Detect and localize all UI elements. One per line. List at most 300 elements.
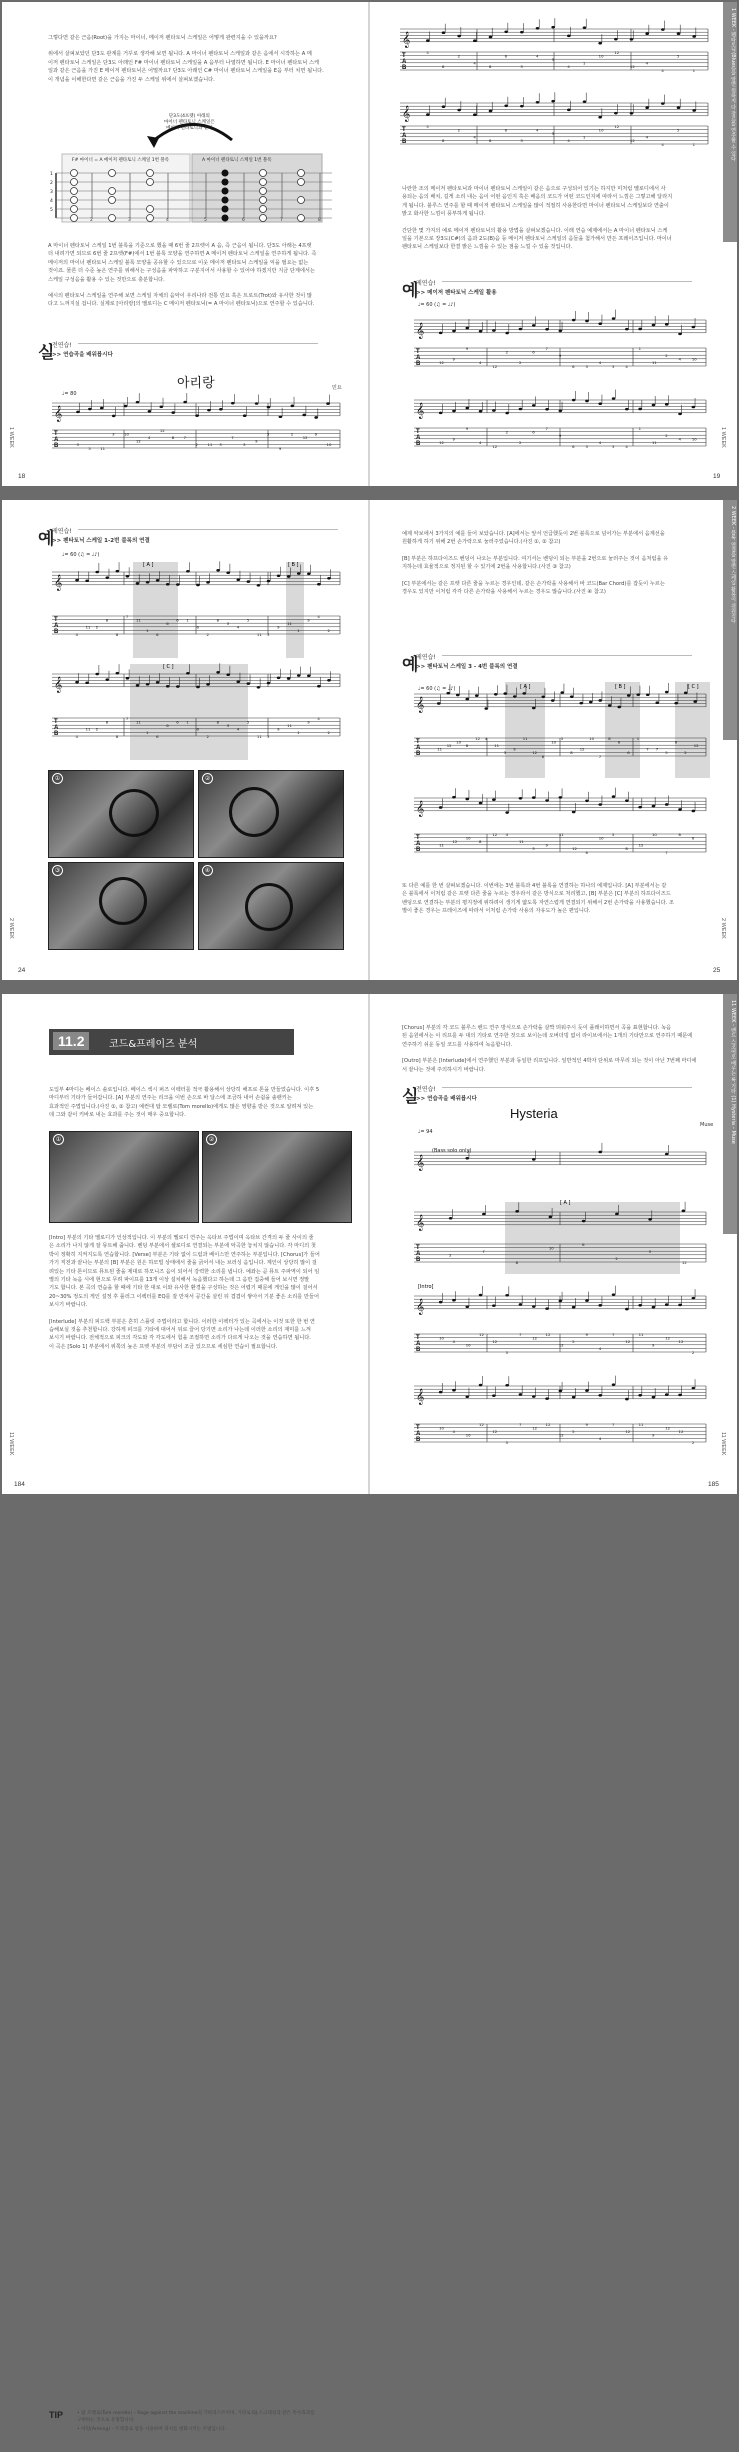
tab-clef-letter: A <box>416 1341 421 1347</box>
tab-fret-digit: 10 <box>439 1335 444 1341</box>
note-head <box>536 101 540 104</box>
composer: Muse <box>700 1122 714 1128</box>
note-head <box>452 330 456 333</box>
note-head <box>551 100 555 103</box>
note-head <box>136 582 140 585</box>
note-head <box>482 1213 486 1216</box>
note-head <box>439 806 443 809</box>
tab-fret-digit: 12 <box>693 743 699 748</box>
note-head <box>489 36 493 39</box>
tab-fret-digit: 7 <box>125 613 129 619</box>
text-line: 습해보실 것을 추천합니다. 강하게 피크를 기타에 대어서 뒤로 끌어 당기면 소리가 나는데 이러한 소리의 재미를 느껴 <box>49 1327 311 1334</box>
note-head <box>638 1304 642 1307</box>
fret-number: 5 <box>204 218 207 223</box>
note-head <box>439 1391 443 1394</box>
tempo-marking: ♩= 60 (♫ = ♩♪) <box>418 686 456 692</box>
text-line: 기도 합니다. 본 곡의 연습을 할 때에 기타 한 대로 이와 유사한 환경을 구성하는 것은 어렵기 때문에 게인을 많이 걸어서 <box>49 1285 318 1292</box>
tab-fret-digit: 3 <box>520 138 523 144</box>
tab-fret-digit: 6 <box>541 753 545 759</box>
text-line: 더 내려가면 되므로 6번 줄 2프렛(F#)에서 1번 블록 모양을 연주하면 A 메이저 펜타토닉 스케일을 연주하게 됩니다. 즉 <box>48 251 317 258</box>
note-head <box>156 681 160 684</box>
text-block <box>48 34 338 84</box>
tab-clef-letter: A <box>402 59 407 65</box>
tab-fret-digit: 2 <box>457 127 461 133</box>
text-line: [Interlude] 부분의 피드백 부분은 흔히 스플릿 주법이라고 합니다. 이러한 이펙터가 있는 곡에서는 이것 또한 한 번 연 <box>49 1318 315 1325</box>
staff-svg <box>396 24 712 94</box>
note-head <box>473 113 477 116</box>
tab-fret-digit: 10 <box>691 436 697 442</box>
music-score <box>410 680 710 780</box>
note-head <box>257 584 261 587</box>
note-head <box>515 1210 519 1213</box>
tab-fret-digit: 3 <box>585 443 588 449</box>
tab-fret-digit: 4 <box>75 733 78 739</box>
tab-fret-digit: 9 <box>585 1421 588 1427</box>
note-head <box>503 692 507 695</box>
fret-number: 6 <box>242 218 245 223</box>
note-head <box>572 811 576 814</box>
tab-fret-digit: 7 <box>518 1421 522 1427</box>
text-line: 박이 정확히 지켜지도록 연습합니다. [Verse] 부분은 기타 없이 드럼과 베이스만 연주하는 부분입니다. [Chorus]가 들어 <box>49 1251 320 1258</box>
hand-photo-1 <box>48 770 194 858</box>
note-head <box>100 407 104 410</box>
tab-fret-digit: 3 <box>219 442 222 448</box>
music-score <box>410 1284 710 1370</box>
text-line: 려있는 기타 톤이므로 뮤트된 줄을 제대로 하모니즈 음이 되어서 강력한 소리를 냅니다. 예좌는 곧 뮤트 주파역이 되어 임 <box>49 1268 320 1275</box>
tab-fret-digit: 5 <box>246 617 250 623</box>
note-head <box>549 1216 553 1219</box>
tab-fret-digit: 6 <box>504 127 508 133</box>
note-head <box>307 674 311 677</box>
note-head <box>519 408 523 411</box>
text-line: 경우도 있지만 이처럼 각각 다른 손가락을 사용해서 누르는 경우도 많습니다.(사진 ④ 참고) <box>402 589 606 596</box>
tab-fret-digit: 1 <box>186 617 189 623</box>
tab-fret-digit: 8 <box>171 435 175 440</box>
tab-fret-digit: 6 <box>617 739 621 745</box>
bass-solo-note: (Bass solo only) <box>432 1148 472 1154</box>
tab-fret-digit: 5 <box>267 431 270 437</box>
tab-fret-digit: 2 <box>290 431 294 437</box>
note-head <box>625 408 629 411</box>
tab-fret-digit: 3 <box>520 64 523 70</box>
tab-clef-letter: T <box>416 1335 420 1341</box>
tab-clef-letter: A <box>54 437 59 443</box>
tab-clef-letter: B <box>416 751 421 757</box>
text-line: 일과 같은 근음을 가진 E 메이저 펜타토닉은 어떨까요? 단3도 아래인 C# 마이너 펜타토닉 스케일을 E음 부터 치면 됩니다. <box>48 68 324 75</box>
tab-fret-digit: 2 <box>518 360 522 366</box>
tab-fret-digit: 3 <box>585 363 588 369</box>
treble-clef-icon: 𝄞 <box>416 800 425 817</box>
staff-svg <box>410 680 710 780</box>
page-number: 25 <box>713 967 721 974</box>
week-label: 11 WEEK <box>8 1432 14 1456</box>
note-head <box>267 682 271 685</box>
fret-number: 8 <box>318 218 321 223</box>
tab-clef-letter: A <box>402 133 407 139</box>
tab-fret-digit: 4 <box>625 443 628 449</box>
book-spread-1 <box>2 2 737 486</box>
highlight-circle <box>229 787 279 837</box>
chapter-side-strip: 1 WEEK - 펜타토닉(Blues)을 알면 원하지 다 장르를 연주할 수 있다 <box>723 2 737 242</box>
tab-fret-digit: 10 <box>589 735 595 741</box>
text-line: 은 블록에서 이처럼 같은 프렛 다른 줄을 누르는 경우라서 같은 방식으로 처리했고, [B] 부분은 [C] 부분의 하프다이즈드 <box>402 891 671 898</box>
tab-fret-digit: 8 <box>442 64 445 70</box>
tab-fret-digit: 12 <box>638 842 644 848</box>
note-head <box>522 692 526 695</box>
tab-fret-digit: 4 <box>484 735 488 741</box>
tab-clef-letter: B <box>402 65 407 71</box>
music-score <box>48 560 344 660</box>
note-head <box>317 685 321 688</box>
page-number: 24 <box>18 967 26 974</box>
note-head <box>426 113 430 116</box>
box1-label: F# 마이너 = A 메이저 펜타토닉 스케일 1번 블록 <box>72 158 170 163</box>
note-head <box>247 580 251 583</box>
tab-fret-digit: 5 <box>572 1339 575 1344</box>
tempo-marking: ♩= 94 <box>418 1129 433 1135</box>
tab-fret-digit: 4 <box>452 1429 455 1434</box>
section-heading-sub: >> 펜타토닉 스케일 1-2번 블록의 연결 <box>52 538 150 544</box>
section-heading-small: 전연습! <box>52 342 72 349</box>
tab-fret-digit: 3 <box>648 1249 652 1254</box>
page-25 <box>370 500 737 980</box>
text-line: 벤딩으로 연결하는 부분의 평지정에 위하려이 생기게 얇도록 자연스럽게 연결되기 위해서 2번 손가락을 사용했습니다. 조 <box>402 899 674 906</box>
note-head <box>692 109 696 112</box>
note-head <box>625 799 629 802</box>
note-head <box>692 406 696 409</box>
photo-number: ② <box>206 1134 217 1145</box>
tab-fret-digit: 10 <box>548 1245 554 1251</box>
tab-fret-digit: 12 <box>452 839 458 844</box>
tab-fret-digit: 9 <box>277 624 280 630</box>
note-head <box>532 707 536 710</box>
tab-fret-digit: 8 <box>115 733 119 739</box>
section-heading-big: 실 <box>402 1087 419 1107</box>
note-head <box>612 317 616 320</box>
tab-fret-digit: 1 <box>186 719 189 725</box>
tab-fret-digit: 2 <box>95 726 99 732</box>
string-number: 4 <box>50 199 53 204</box>
tab-clef-letter: T <box>54 431 58 437</box>
note-head <box>648 1218 652 1221</box>
tab-fret-digit: 7 <box>518 1331 522 1337</box>
tab-fret-digit: 11 <box>85 726 91 732</box>
note-head <box>236 578 240 581</box>
note-head <box>692 810 696 813</box>
note-head <box>277 676 281 679</box>
photo-number: ① <box>52 773 63 784</box>
technique-photo-2 <box>202 1131 352 1223</box>
note-head <box>314 416 318 419</box>
note-head <box>457 35 461 38</box>
page-number: 184 <box>14 1481 25 1488</box>
tab-fret-digit: 11 <box>439 842 444 848</box>
note-head <box>465 698 469 701</box>
song-title: Hysteria <box>510 1106 558 1121</box>
text-line: 보시기 바랍니다. <box>49 1302 88 1309</box>
text-block <box>402 530 702 596</box>
tab-fret-digit: 3 <box>112 431 115 437</box>
note-head <box>257 686 261 689</box>
note-head <box>442 31 446 34</box>
tab-fret-digit: 8 <box>489 64 492 70</box>
tab-fret-digit: 12 <box>136 438 141 444</box>
tempo-marking: ♩= 60 (♫ = ♩♪) <box>418 302 456 308</box>
tab-clef-letter: A <box>416 1431 421 1437</box>
note-head <box>76 411 80 414</box>
tab-fret-digit: 2 <box>327 628 330 634</box>
tab-fret-digit: 8 <box>216 617 220 623</box>
note-head <box>598 116 602 119</box>
arrow-head <box>147 136 159 148</box>
arc-label <box>164 114 215 132</box>
note-head <box>519 328 523 331</box>
staff-svg <box>410 784 710 876</box>
tab-fret-digit: 3 <box>612 363 615 369</box>
tab-fret-digit: 7 <box>183 435 187 440</box>
note-head <box>492 1304 496 1307</box>
section-heading-big: 실 <box>38 343 55 363</box>
tab-fret-digit: 2 <box>684 750 687 756</box>
note-head <box>452 1299 456 1302</box>
chapter-number: 11.2 <box>53 1032 89 1050</box>
note-head <box>678 1304 682 1307</box>
note-head <box>505 332 509 335</box>
note-head <box>646 693 650 696</box>
note-head <box>692 326 696 329</box>
note-head <box>206 581 210 584</box>
note-head <box>452 796 456 799</box>
tab-fret-digit: 6 <box>532 349 535 355</box>
note-head <box>520 31 524 34</box>
note-head <box>277 574 281 577</box>
tab-fret-digit: 12 <box>681 1259 687 1265</box>
tab-fret-digit: 4 <box>75 631 78 637</box>
text-line: 보시기 바랍니다. 전체적으로 피크의 각도와 각 각도에서 힘을 조절하면 소리가 다르게 나오는 것을 연습하면 됩니다. <box>49 1335 311 1342</box>
tab-clef-letter: B <box>416 1257 421 1263</box>
tab-fret-digit: 12 <box>492 363 498 369</box>
note-head <box>612 1293 616 1296</box>
text-line: [Chorus] 부분의 각 코드 블루스 밴드 연주 방식으로 손가락을 살짝 띄워주시 듯이 플레이하면서 곡을 표현합니다. 녹음 <box>402 1025 672 1031</box>
tab-fret-digit: 6 <box>572 363 575 369</box>
text-line: 스케일 구성음을 활용 수 있는 것만으로 충분합니다. <box>48 276 165 283</box>
tab-fret-digit: 6 <box>532 429 535 435</box>
box-a <box>192 154 322 222</box>
tab-fret-digit: 8 <box>608 735 611 741</box>
highlight-block <box>133 562 178 658</box>
tab-fret-digit: 2 <box>691 1439 695 1445</box>
treble-clef-icon: 𝄞 <box>416 1388 425 1405</box>
tab-fret-digit: 12 <box>614 123 620 129</box>
tab-fret-digit: 5 <box>665 750 668 756</box>
note-head <box>326 402 330 405</box>
photo-number: ② <box>202 773 213 784</box>
note-head <box>504 30 508 33</box>
note-head <box>452 410 456 413</box>
note-head <box>75 681 79 684</box>
text-line: 서 끝나는 것에 주의하시기 바랍니다. <box>402 1066 486 1073</box>
tab-fret-digit: 8 <box>479 839 482 844</box>
note-head <box>183 401 187 404</box>
music-score <box>410 784 710 876</box>
tab-fret-digit: 10 <box>598 53 604 59</box>
text-line: A 마이너 펜타토닉 스케일 1번 블록을 기준으로 했을 때 6번 줄 2프렛이 A 음, 즉 근음이 됩니다. 단3도 아래는 4프렛 <box>48 243 312 249</box>
tab-clef-letter: T <box>54 719 58 725</box>
fret-number: 3 <box>128 218 131 223</box>
note-head <box>437 702 441 705</box>
note-head <box>572 1396 576 1399</box>
tab-clef-letter: B <box>402 139 407 145</box>
tab-fret-digit: 2 <box>206 631 209 637</box>
book-spread-2 <box>2 500 737 980</box>
arc-label-line: 단3도(4프렛) 아래의 <box>168 114 210 119</box>
box2-label: A 마이너 펜타토닉 스케일 1번 블록 <box>202 158 272 163</box>
note-head <box>156 579 160 582</box>
tab-fret-digit: 1 <box>692 67 696 73</box>
tab-fret-digit: 12 <box>479 1331 484 1337</box>
note-head <box>186 570 190 573</box>
tab-fret-digit: 11 <box>85 624 91 630</box>
tab-clef-letter: T <box>402 127 406 133</box>
tab-fret-digit: 10 <box>651 831 657 837</box>
note-head <box>638 408 642 411</box>
note-head <box>582 1220 586 1223</box>
string-number: 2 <box>50 181 53 186</box>
tab-fret-digit: 6 <box>691 835 695 841</box>
text-line: [B] 부분은 하프다이즈드 벤딩이 나오는 부분입니다. 여기서는 벤딩이 되는 부분을 2번으로 눌러주는 것이 음처럼을 유 <box>402 555 669 562</box>
fret-number: 7 <box>280 218 283 223</box>
note-head <box>75 579 79 582</box>
tab-fret-digit: 12 <box>558 1342 564 1348</box>
tab-fret-digit: 12 <box>545 1331 551 1337</box>
section-heading-big: 예 <box>402 281 419 301</box>
tab-fret-digit: 4 <box>567 64 570 70</box>
section-heading-sub: >> 펜타토닉 스케일 3 - 4번 블록의 연결 <box>416 664 518 670</box>
fretboard-diagram <box>42 110 342 228</box>
tab-fret-digit: 12 <box>475 735 481 741</box>
note-head <box>684 692 688 695</box>
tab-fret-digit: 4 <box>645 60 649 66</box>
note-head <box>572 399 576 402</box>
tip-line: 구현하는 것으로 유명합니다. <box>77 2418 135 2423</box>
string-number: 1 <box>50 172 53 177</box>
block-label: [ A ] <box>520 684 531 690</box>
tab-fret-digit: 4 <box>678 436 681 442</box>
tip-line: • 탐 모렐로(Tom morello) – Rage against the machine의 기타리스트이며, 기타로 DJ 스크래칭과 같은 특수효과를 <box>77 2411 315 2416</box>
note-head <box>693 700 697 703</box>
note-head <box>307 572 311 575</box>
note-head <box>630 112 634 115</box>
note-head <box>636 693 640 696</box>
note-head <box>439 1301 443 1304</box>
note-head <box>267 580 271 583</box>
note-head <box>661 102 665 105</box>
tab-fret-digit: 5 <box>560 735 564 741</box>
tab-fret-digit: 4 <box>598 1346 602 1352</box>
note-head <box>661 28 665 31</box>
tab-clef-letter: B <box>416 361 421 367</box>
tab-fret-digit: 10 <box>691 356 697 362</box>
tab-fret-digit: 6 <box>176 719 179 725</box>
text-line: 일을 기본으로 장3도(C#)의 음과 2도(B)음 등 메이저 펜타토닉 스케일의 음들을 첨가해서 만든 프레이즈입니다. 마이너 <box>402 236 672 243</box>
hand-photo-4 <box>198 862 344 950</box>
text-line: 도입부 4마디는 베이스 솔로입니다. 베이스 섹시 퍼즈 이펙터를 적극 활용해서 상당히 해프로 톤을 만들었습니다. 이후 5 <box>49 1087 320 1093</box>
tab-clef-letter: A <box>54 725 59 731</box>
text-line: 또 다른 예를 한 번 살펴보겠습니다. 이번에는 3번 블록과 4번 블록을 연결하는 하나의 예제입니다. [A] 부분에서는 같 <box>402 883 667 889</box>
note-head <box>678 413 682 416</box>
tab-fret-digit: 11 <box>207 442 213 448</box>
tab-fret-digit: 8 <box>678 831 681 837</box>
text-block <box>402 1024 702 1074</box>
tab-clef-letter: A <box>416 355 421 361</box>
note-head <box>665 1393 669 1396</box>
note-head <box>479 330 483 333</box>
tab-fret-digit: 12 <box>479 1421 484 1427</box>
block-label: [ C ] <box>163 664 174 670</box>
tab-clef-letter: A <box>416 435 421 441</box>
tab-fret-digit: 11 <box>136 617 141 623</box>
tab-clef-letter: B <box>416 1437 421 1443</box>
note-head <box>551 26 555 29</box>
tab-fret-digit: 10 <box>551 739 557 745</box>
note-head <box>532 796 536 799</box>
note-head <box>216 569 220 572</box>
section-heading-big: 예 <box>38 529 55 549</box>
tab-fret-digit: 6 <box>674 739 678 745</box>
note-head <box>465 1305 469 1308</box>
text-line: 것이죠. 물론 더 수준 높은 연주를 위해서는 구성음을 파악하고 구분지어서 사용할 수 있어야 하겠지만 지금 단계에서는 <box>48 268 315 275</box>
music-score <box>410 392 710 470</box>
note-head <box>186 672 190 675</box>
tab-fret-digit: 9 <box>314 431 318 437</box>
note-head <box>612 795 616 798</box>
tab-fret-digit: 11 <box>256 631 262 637</box>
note-head <box>682 1210 686 1213</box>
tab-fret-digit: 4 <box>479 440 482 446</box>
tab-fret-digit: 11 <box>494 743 500 748</box>
tab-fret-digit: 3 <box>267 733 270 739</box>
note-head <box>243 414 247 417</box>
arc-label-line: 메이저 펜타토닉과 같다 <box>166 126 213 131</box>
text-line: 나란한 조의 메이저 펜타토닉과 마이너 펜타토닉 스케일이 같은 음으로 구성되어 있기는 하지만 미처럼 멜로디에서 사 <box>402 186 666 192</box>
section-heading <box>402 650 702 675</box>
note-head <box>678 333 682 336</box>
tab-fret-digit: 2 <box>206 733 209 739</box>
text-line: 다고 느껴지실 겁니다. 실제로 [아리랑]의 멜로디는 C 메이저 펜타토닉(= A 마이너 펜타토닉)으로 연주할 수 있습니다. <box>48 301 315 308</box>
text-block <box>402 882 702 916</box>
tab-fret-digit: 10 <box>465 1342 471 1348</box>
note-head <box>692 1387 696 1390</box>
tab-fret-digit: 5 <box>88 445 91 451</box>
tab-fret-digit: 1 <box>583 134 586 140</box>
tab-fret-digit: 6 <box>196 726 199 732</box>
section-heading-sub: >> 메이저 펜타토닉 스케일 활용 <box>416 290 497 296</box>
tab-fret-digit: 1 <box>583 60 586 66</box>
tab-fret-digit: 11 <box>558 831 564 837</box>
tab-clef-letter: A <box>54 623 59 629</box>
hand-photo-3 <box>48 862 194 950</box>
tab-fret-digit: 6 <box>196 624 199 630</box>
note-head <box>449 1217 453 1220</box>
note-head <box>638 1394 642 1397</box>
photo-number: ④ <box>202 865 213 876</box>
staff-svg <box>48 398 344 466</box>
note-head <box>665 691 669 694</box>
staff-svg <box>410 1374 710 1460</box>
tab-fret-digit: 8 <box>105 617 109 623</box>
tab-fret-digit: 12 <box>558 1432 564 1438</box>
page-18 <box>2 2 368 486</box>
